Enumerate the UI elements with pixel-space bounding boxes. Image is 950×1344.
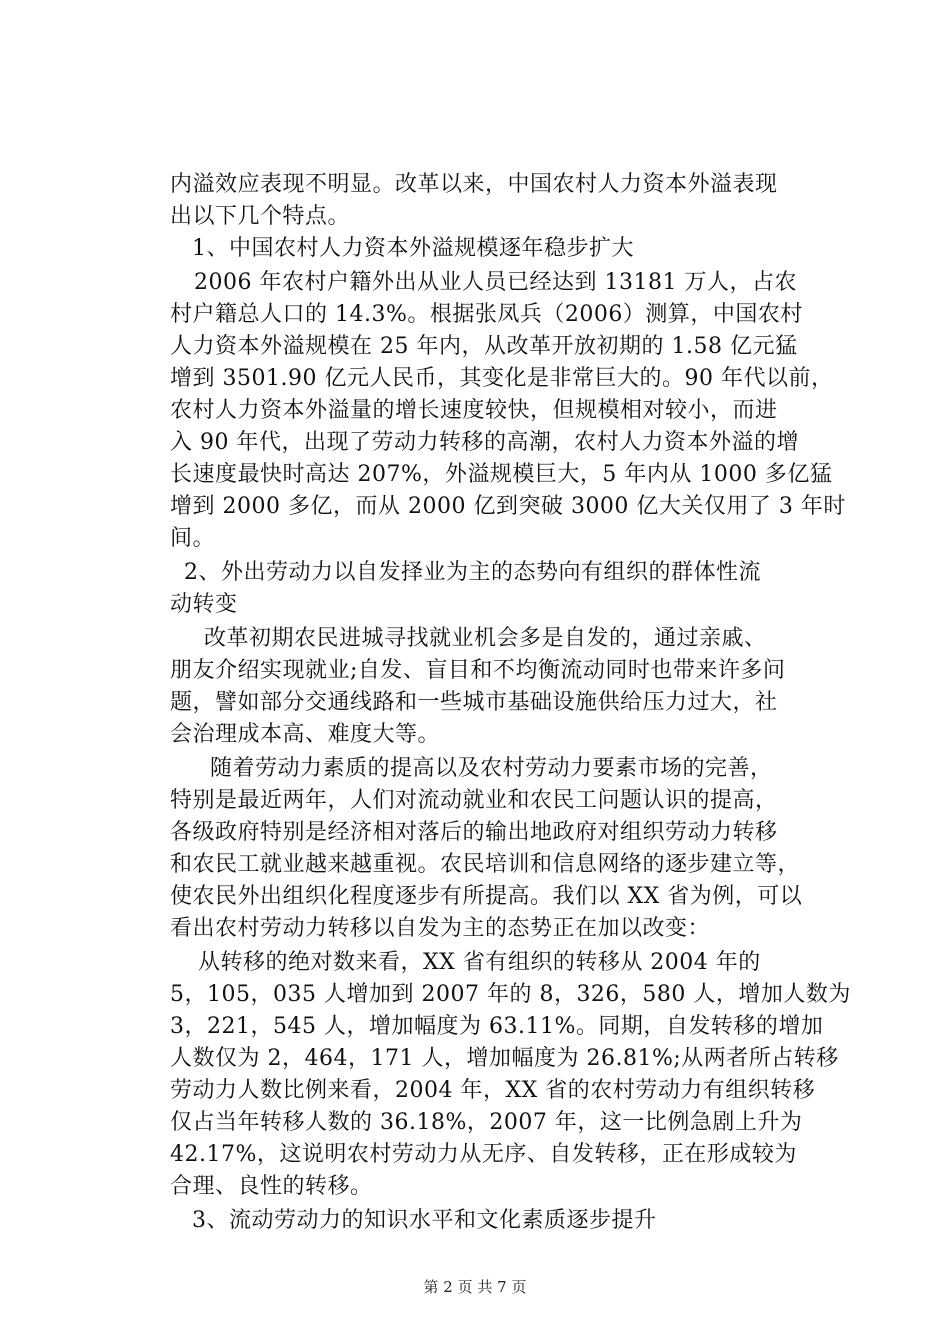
- text-line: 看出农村劳动力转移以自发为主的态势正在加以改变：: [170, 916, 711, 941]
- section-heading-3: 3、流动劳动力的知识水平和文化素质逐步提升: [192, 1208, 657, 1233]
- text-line: 从转移的绝对数来看，XX 省有组织的转移从 2004 年的: [198, 950, 761, 975]
- text-line: 和农民工就业越来越重视。农民培训和信息网络的逐步建立等，: [170, 852, 801, 877]
- text-line: 随着劳动力素质的提高以及农村劳动力要素市场的完善，: [210, 756, 773, 781]
- text-line: 特别是最近两年，人们对流动就业和农民工问题认识的提高，: [170, 788, 778, 813]
- text-line: 出以下几个特点。: [170, 204, 351, 229]
- text-line: 42.17%，这说明农村劳动力从无序、自发转移，正在形成较为: [170, 1142, 797, 1167]
- text-line: 各级政府特别是经济相对落后的输出地政府对组织劳动力转移: [170, 820, 778, 845]
- text-line: 农村人力资本外溢量的增长速度较快，但规模相对较小，而进: [170, 398, 778, 423]
- text-line: 2006 年农村户籍外出从业人员已经达到 13181 万人，占农: [194, 270, 797, 295]
- text-line: 使农民外出组织化程度逐步有所提高。我们以 XX 省为例，可以: [170, 884, 803, 909]
- text-line: 内溢效应表现不明显。改革以来，中国农村人力资本外溢表现: [170, 172, 778, 197]
- page-footer: 第 2 页 共 7 页: [423, 1278, 527, 1296]
- text-line: 人数仅为 2，464，171 人，增加幅度为 26.81%;从两者所占转移: [170, 1046, 839, 1071]
- text-line: 朋友介绍实现就业;自发、盲目和不均衡流动同时也带来许多问: [170, 658, 786, 683]
- text-line: 村户籍总人口的 14.3%。根据张凤兵（2006）测算，中国农村: [170, 302, 803, 327]
- text-line: 5，105，035 人增加到 2007 年的 8，326，580 人，增加人数为: [170, 982, 851, 1007]
- section-heading-2: 2、外出劳动力以自发择业为主的态势向有组织的群体性流: [184, 560, 761, 585]
- text-line: 增到 2000 多亿，而从 2000 亿到突破 3000 亿大关仅用了 3 年时: [170, 494, 846, 519]
- text-line: 题，譬如部分交通线路和一些城市基础设施供给压力过大，社: [170, 690, 778, 715]
- text-line: 改革初期农民进城寻找就业机会多是自发的，通过亲戚、: [204, 626, 767, 651]
- text-line: 入 90 年代，出现了劳动力转移的高潮，农村人力资本外溢的增: [170, 430, 799, 455]
- text-line: 3，221，545 人，增加幅度为 63.11%。同期，自发转移的增加: [170, 1014, 824, 1039]
- text-line: 长速度最快时高达 207%，外溢规模巨大，5 年内从 1000 多亿猛: [170, 462, 833, 487]
- text-line: 合理、良性的转移。: [170, 1174, 373, 1199]
- text-line: 增到 3501.90 亿元人民币，其变化是非常巨大的。90 年代以前，: [170, 366, 834, 391]
- text-line: 劳动力人数比例来看，2004 年，XX 省的农村劳动力有组织转移: [170, 1078, 816, 1103]
- text-line: 动转变: [170, 592, 238, 617]
- text-line: 间。: [170, 526, 216, 551]
- section-heading-1: 1、中国农村人力资本外溢规模逐年稳步扩大: [192, 236, 634, 261]
- text-line: 人力资本外溢规模在 25 年内，从改革开放初期的 1.58 亿元猛: [170, 334, 798, 359]
- text-line: 会治理成本高、难度大等。: [170, 722, 441, 747]
- text-line: 仅占当年转移人数的 36.18%，2007 年，这一比例急剧上升为: [170, 1110, 803, 1135]
